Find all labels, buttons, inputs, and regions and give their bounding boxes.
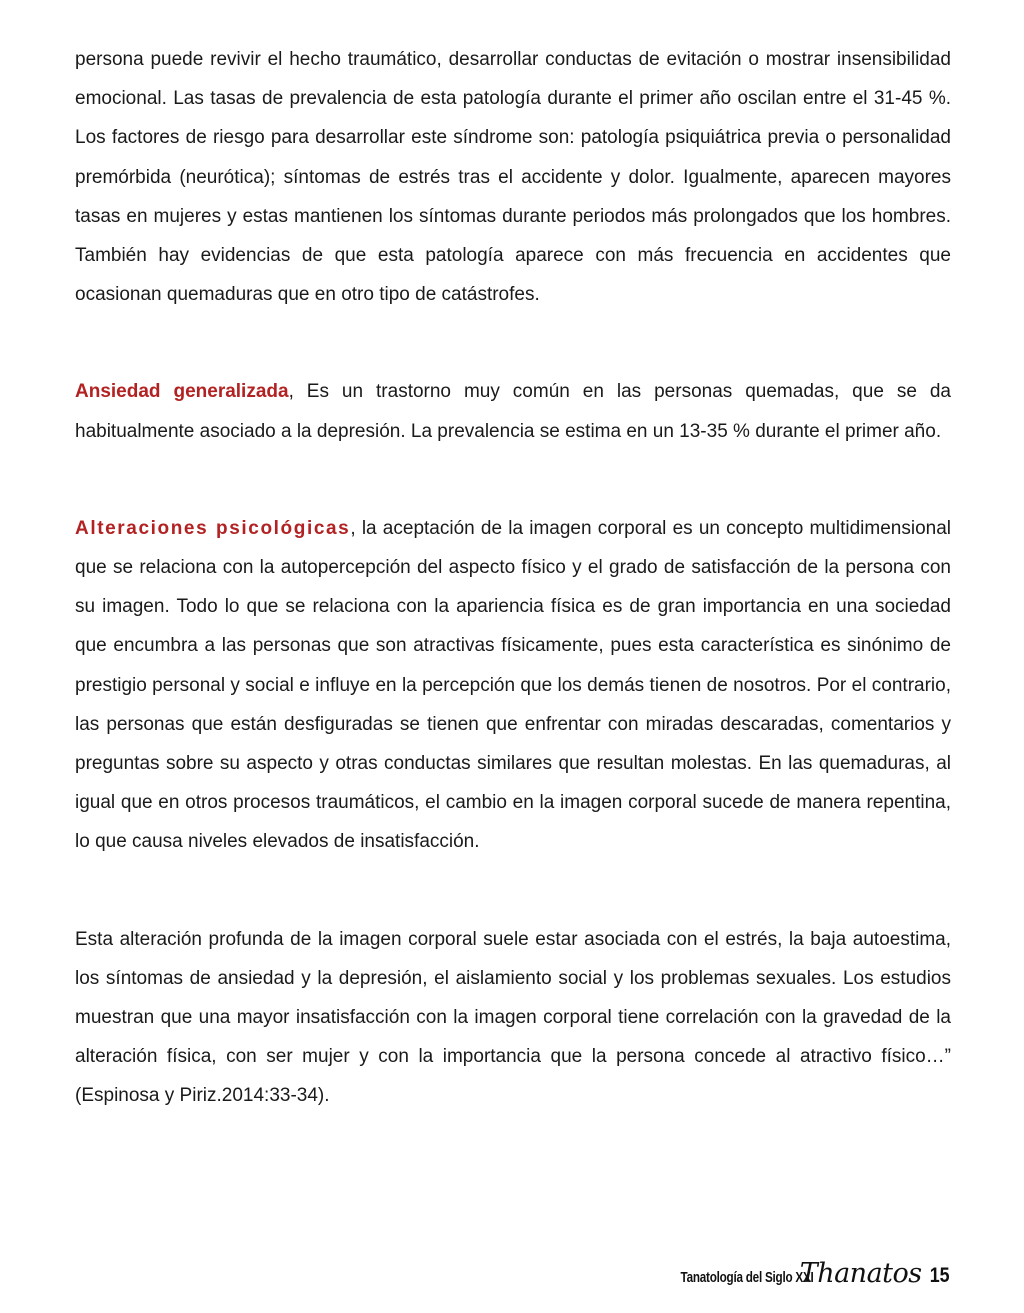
page-footer xyxy=(643,1258,951,1290)
paragraph-text: Esta alteración profunda de la imagen corporal suele estar asociada con el estrés, la baja autoestima, los síntomas de ansiedad y la depresión, el aislamiento social y los problemas sexuales. Los estudios muestran que una mayor insatisfacción con la imagen corporal tiene correlación con la gravedad de la alteración física, con ser mujer y con la importancia que la persona concede al atractivo físico…” (Espinosa y Piriz.2014:33-34). xyxy=(75,928,951,1107)
paragraph-ansiedad-generalizada xyxy=(75,372,951,450)
paragraph-text: , la aceptación de la imagen corporal es un concepto multidimensional que se relaciona con la autopercepción del aspecto físico y el grado de satisfacción de la persona con su imagen. Todo lo que se relaciona con la apariencia física es de gran importancia en una sociedad que encumbra a las personas que son atractivas físicamente, pues esta característica es sinónimo de prestigio personal y social e influye en la percepción que los demás tienen de nosotros. Por el contrario, las personas que están desfiguradas se tienen que enfrentar con miradas descaradas, comentarios y preguntas sobre su aspecto y otras conductas similares que resultan molestas. En las quemaduras, al igual que en otros procesos traumáticos, el cambio en la imagen corporal sucede de manera repentina, lo que causa niveles elevados de insatisfacción. xyxy=(75,517,951,853)
page-body xyxy=(75,40,951,1116)
term-alteraciones-psicologicas: Alteraciones psicológicas xyxy=(75,517,351,539)
paragraph-ptsd-continuation xyxy=(75,40,951,314)
footer-series-title: Tanatología del Siglo XXI xyxy=(680,1269,814,1286)
paragraph-imagen-corporal xyxy=(75,920,951,1116)
term-ansiedad-generalizada: Ansiedad generalizada xyxy=(75,381,289,403)
paragraph-text: , Es un trastorno muy común en las personas quemadas, que se da habitualmente asociado a la depresión. La prevalencia se estima en un 13-35 % durante el primer año. xyxy=(75,381,951,442)
page-number: 15 xyxy=(929,1264,950,1287)
paragraph-alteraciones-psicologicas xyxy=(75,509,951,862)
footer-thanatos-logo: Thanatos xyxy=(799,1258,922,1289)
paragraph-text: persona puede revivir el hecho traumático, desarrollar conductas de evitación o mostrar insensibilidad emocional. Las tasas de prevalencia de esta patología durante el primer año oscilan entre el 31-45 %. Los factores de riesgo para desarrollar este síndrome son: patología psiquiátrica previa o personalidad premórbida (neurótica); síntomas de estrés tras el accidente y dolor. Igualmente, aparecen mayores tasas en mujeres y estas mantienen los síntomas durante periodos más prolongados que los hombres. También hay evidencias de que esta patología aparece con más frecuencia en accidentes que ocasionan quemaduras que en otro tipo de catástrofes. xyxy=(75,49,951,306)
